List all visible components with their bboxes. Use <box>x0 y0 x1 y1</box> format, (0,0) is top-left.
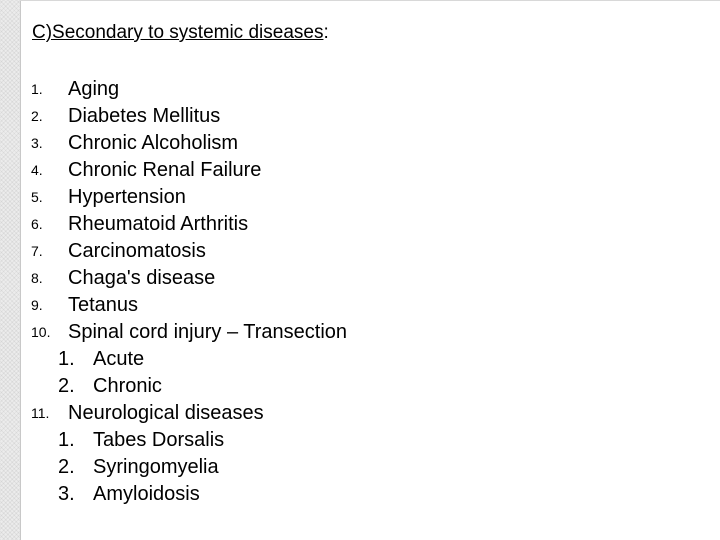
list-item-text: Aging <box>68 78 120 100</box>
sub-list-item-text: Syringomyelia <box>93 456 219 478</box>
list-item-text: Chronic Alcoholism <box>68 132 239 154</box>
slide-heading-colon: : <box>323 22 329 43</box>
list-item-number: 9. <box>31 297 43 313</box>
sub-list-item-number: 1. <box>58 348 75 370</box>
list-item-number: 6. <box>31 216 43 232</box>
list-item-text: Chaga's disease <box>68 267 216 289</box>
slide-side-texture <box>0 0 20 540</box>
list-item-number: 2. <box>31 108 43 124</box>
list-item-text: Tetanus <box>68 294 139 316</box>
list-item-text: Carcinomatosis <box>68 240 206 262</box>
list-item-text: Chronic Renal Failure <box>68 159 262 181</box>
list-item-text: Rheumatoid Arthritis <box>68 213 249 235</box>
list-item-number: 10. <box>31 324 51 340</box>
sub-list-item-number: 3. <box>58 483 75 505</box>
sub-list-item-text: Tabes Dorsalis <box>93 429 225 451</box>
sub-list-item-text: Acute <box>93 348 145 370</box>
slide-side-divider <box>20 0 21 540</box>
sub-list-item-text: Amyloidosis <box>93 483 200 505</box>
list-item-text: Neurological diseases <box>68 402 264 424</box>
list-item-number: 4. <box>31 162 43 178</box>
slide-heading <box>32 20 329 46</box>
sub-list-item-number: 1. <box>58 429 75 451</box>
sub-list-item-number: 2. <box>58 375 75 397</box>
list-item-text: Diabetes Mellitus <box>68 105 221 127</box>
slide-heading-text: C)Secondary to systemic diseases <box>32 22 324 43</box>
sub-list-item-number: 2. <box>58 456 75 478</box>
list-item-number: 11. <box>31 405 50 421</box>
list-item-number: 3. <box>31 135 43 151</box>
list-item-number: 7. <box>31 243 43 259</box>
list-item-text: Hypertension <box>68 186 186 208</box>
list-item-number: 8. <box>31 270 43 286</box>
slide-top-divider <box>20 0 720 1</box>
list-item-number: 5. <box>31 189 43 205</box>
list-item-number: 1. <box>31 81 43 97</box>
sub-list-item-text: Chronic <box>93 375 162 397</box>
list-item-text: Spinal cord injury – Transection <box>68 321 348 343</box>
